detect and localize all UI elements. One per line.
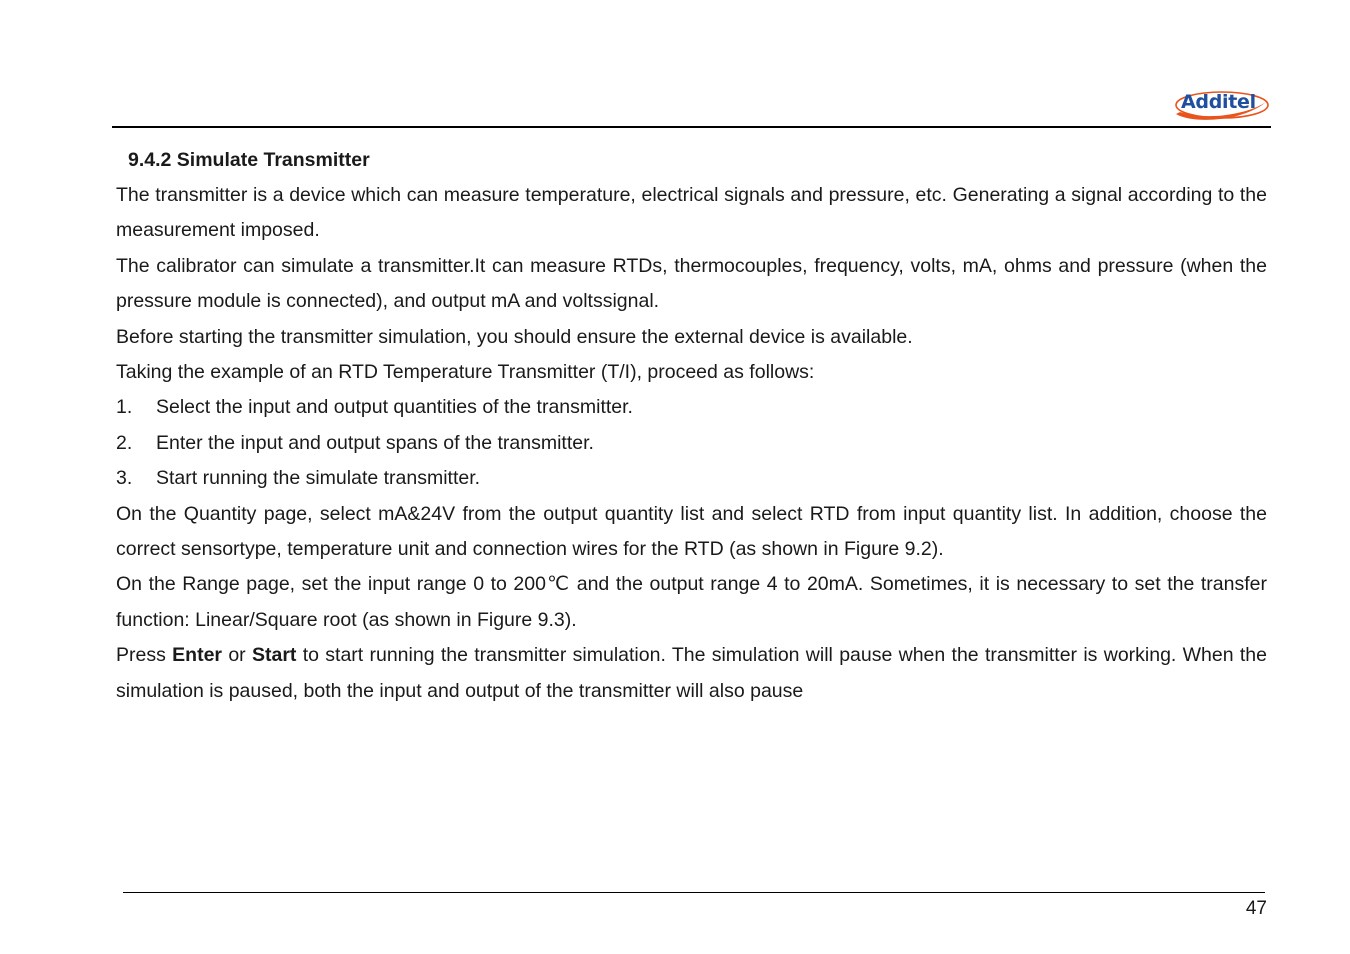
- list-text: Enter the input and output spans of the transmitter.: [156, 431, 594, 454]
- list-number: 3.: [116, 467, 133, 490]
- paragraph-start-simulation: [116, 638, 1267, 709]
- paragraph-transmitter-definition: The transmitter is a device which can measure temperature, electrical signals and pressure, etc. Generating a signal according to the measurement imposed.: [116, 184, 1267, 242]
- logo-text: Additel: [1181, 91, 1256, 113]
- list-item: [116, 390, 1267, 425]
- text-segment: or: [222, 644, 252, 667]
- section-heading: 9.4.2 Simulate Transmitter: [128, 149, 370, 171]
- paragraph-quantity-page: On the Quantity page, select mA&24V from the output quantity list and select RTD from input quantity list. In addition, choose the correct sensortype, temperature unit and connection wires for the RTD (as shown in Figure 9.2).: [116, 502, 1267, 561]
- header-rule: [112, 126, 1271, 128]
- list-number: 1.: [116, 396, 133, 419]
- paragraph-range-page: On the Range page, set the input range 0 to 200℃ and the output range 4 to 20mA. Sometimes, it is necessary to set the transfer function: Linear/Square root (as shown in Figure 9.3).: [116, 573, 1267, 631]
- text-segment: to start running the transmitter simulation. The simulation will pause when the transmitter is working. When the simulation is paused, both the input and output of the transmitter will also pause: [116, 644, 1267, 702]
- paragraph-before-starting: Before starting the transmitter simulation, you should ensure the external device is available.: [116, 325, 913, 348]
- page-number: 47: [1245, 898, 1267, 919]
- paragraph-calibrator-capability: The calibrator can simulate a transmitter.It can measure RTDs, thermocouples, frequency, volts, mA, ohms and pressure (when the pressure module is connected), and output mA and voltssignal.: [116, 254, 1267, 313]
- list-item: [116, 426, 1267, 461]
- additel-logo: [1172, 88, 1270, 124]
- start-key-label: Start: [251, 644, 297, 667]
- paragraph-example-intro: Taking the example of an RTD Temperature Transmitter (T/I), proceed as follows:: [116, 361, 815, 384]
- list-item: [116, 461, 1267, 496]
- enter-key-label: Enter: [172, 644, 223, 667]
- text-segment: Press: [116, 644, 173, 667]
- footer-rule: [123, 892, 1265, 893]
- list-text: Start running the simulate transmitter.: [156, 467, 481, 490]
- list-text: Select the input and output quantities of the transmitter.: [156, 396, 633, 419]
- page-content: [116, 143, 1267, 709]
- list-number: 2.: [116, 431, 133, 454]
